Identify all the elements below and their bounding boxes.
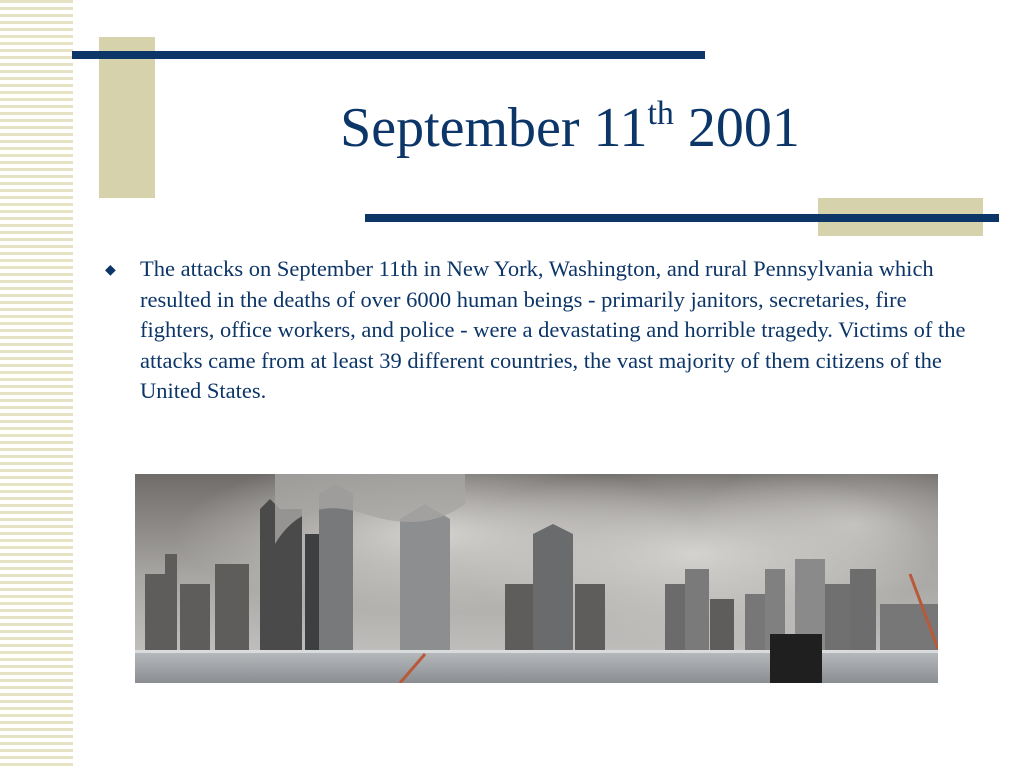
decorative-tan-block-left xyxy=(99,37,155,198)
decorative-navy-line-bottom xyxy=(365,214,999,222)
decorative-navy-line-top xyxy=(72,51,705,59)
decorative-stripe-band xyxy=(0,0,73,768)
body-paragraph: The attacks on September 11th in New York, Washington, and rural Pennsylvania which resulted in the deaths of over 6000 human beings - primarily janitors, secretaries, fire fighters, office workers, and police - were a devastating and horrible tragedy. Victims of the attacks came from at least 39 different countries, the vast majority of them citizens of the United States. xyxy=(140,256,966,403)
slide-title xyxy=(160,92,980,164)
skyline-smoke-photo xyxy=(135,474,938,683)
diamond-bullet-icon: ◆ xyxy=(105,263,116,278)
title-year: 2001 xyxy=(673,97,800,159)
title-main: September 11 xyxy=(340,97,648,159)
title-superscript: th xyxy=(647,95,674,132)
